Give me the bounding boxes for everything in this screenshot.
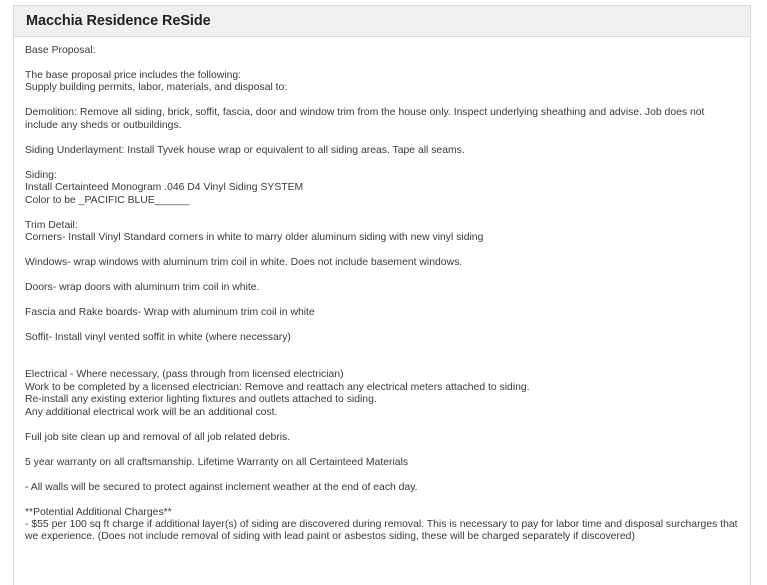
text-line: Fascia and Rake boards- Wrap with aluminum trim coil in white (25, 307, 315, 319)
text-line: Windows- wrap windows with aluminum trim coil in white. Does not include basement windows. (25, 257, 463, 269)
paragraph-includes (25, 70, 740, 95)
document-title: Macchia Residence ReSide (26, 13, 211, 29)
paragraph-walls-secured (25, 482, 740, 494)
text-line: Demolition: Remove all siding, brick, soffit, fascia, door and window trim from the house only. Inspect underlying sheathing and advise. Job does not include any sheds or outbuildings. (25, 107, 705, 131)
text-line: Doors- wrap doors with aluminum trim coil in white. (25, 282, 260, 294)
text-line: Electrical - Where necessary, (pass through from licensed electrician) (25, 369, 344, 381)
paragraph-siding (25, 170, 740, 207)
paragraph-doors (25, 282, 740, 294)
paragraph-demolition (25, 107, 740, 132)
text-line: Siding Underlayment: Install Tyvek house wrap or equivalent to all siding areas. Tape all seams. (25, 144, 465, 156)
text-line: The base proposal price includes the following: (25, 70, 242, 81)
paragraph-fascia (25, 307, 740, 319)
paragraph-underlayment (25, 145, 740, 157)
paragraph-trim-detail (25, 220, 740, 245)
text-line: Supply building permits, labor, materials, and disposal to: (25, 82, 288, 94)
text-line: Work to be completed by a licensed electrician: Remove and reattach any electrical meters attached to siding. (25, 381, 530, 393)
text-line: - $55 per 100 sq ft charge if additional layer(s) of siding are discovered during removal. This is necessary to pay for labor time and disposal surcharges that we experience. (Does not include removal of siding with lead paint or asbestos siding, these will be charged separately if discovered) (25, 519, 738, 543)
text-line: **Potential Additional Charges** (25, 506, 172, 518)
text-line: Siding: (25, 169, 57, 181)
paragraph-cleanup (25, 432, 740, 444)
paragraph-windows (25, 257, 740, 269)
text-line: - All walls will be secured to protect against inclement weather at the end of each day. (25, 481, 418, 493)
text-line: Corners- Install Vinyl Standard corners in white to marry older aluminum siding with new vinyl siding (25, 232, 484, 244)
paragraph-warranty (25, 457, 740, 469)
text-line: Soffit- Install vinyl vented soffit in white (where necessary) (25, 332, 291, 344)
proposal-panel (13, 5, 751, 585)
text-line: Install Certainteed Monogram .046 D4 Vinyl Siding SYSTEM (25, 182, 304, 194)
text-line: Full job site clean up and removal of all job related debris. (25, 431, 291, 443)
text-line: Base Proposal: (25, 45, 96, 56)
text-line: Any additional electrical work will be an additional cost. (25, 406, 278, 418)
paragraph-electrical (25, 369, 740, 419)
paragraph-additional-charges (25, 507, 740, 544)
text-line: Color to be _PACIFIC BLUE______ (25, 194, 190, 206)
paragraph-soffit (25, 332, 740, 344)
panel-header (14, 6, 750, 37)
proposal-body (14, 37, 750, 544)
text-line: Trim Detail: (25, 219, 78, 231)
text-line: Re-install any existing exterior lighting fixtures and outlets attached to siding. (25, 394, 377, 406)
text-line: 5 year warranty on all craftsmanship. Lifetime Warranty on all Certainteed Materials (25, 456, 409, 468)
paragraph-base-proposal (25, 45, 740, 57)
